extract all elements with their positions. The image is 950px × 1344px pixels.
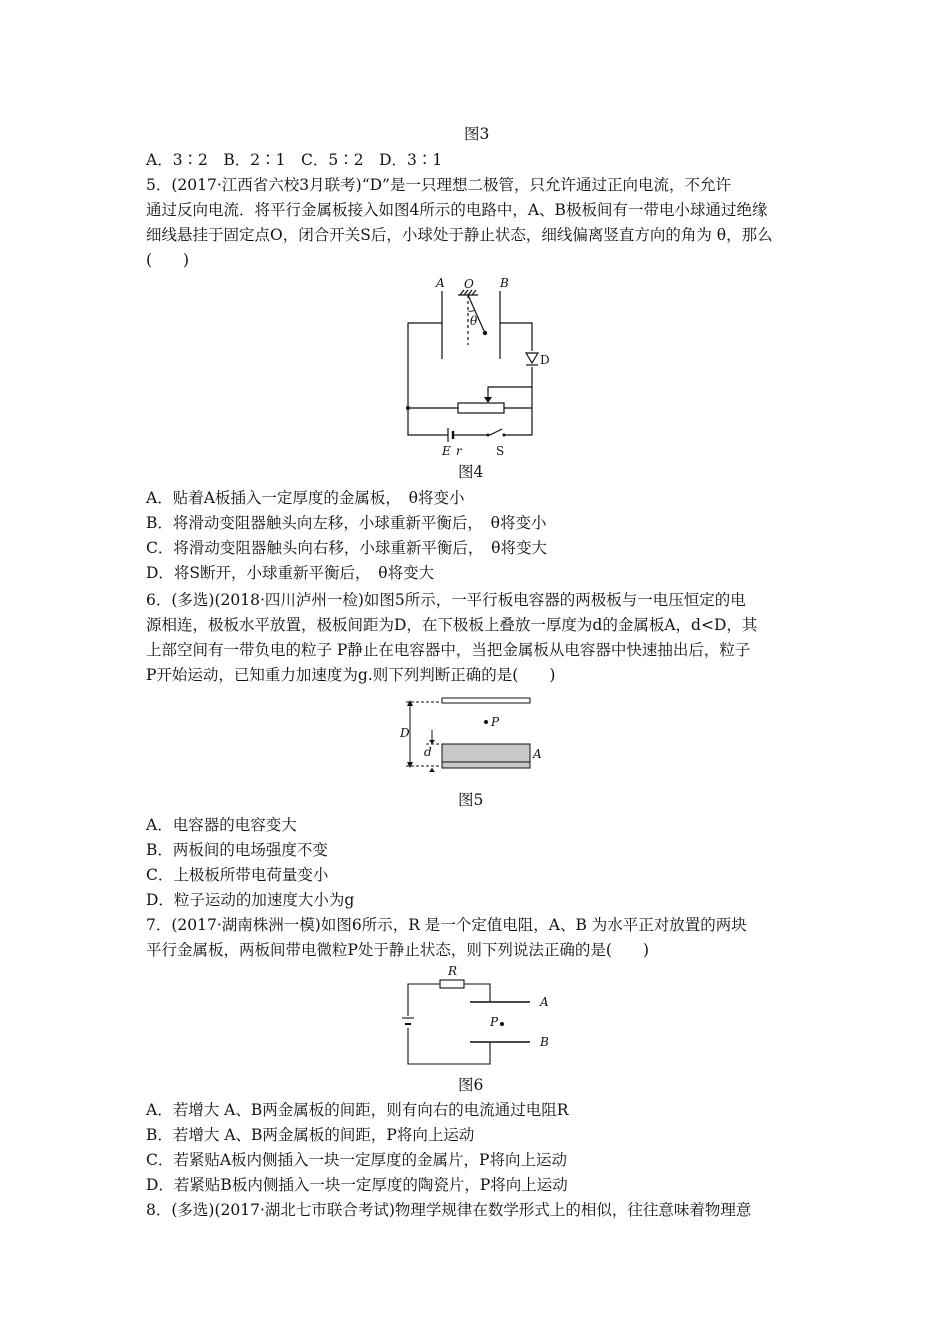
label-d: D [540, 353, 550, 367]
figure-6-circuit [400, 962, 560, 1072]
q6-option-b: B．两板间的电场强度不变 [146, 841, 328, 859]
label-r: r [456, 444, 462, 458]
q5-option-a: A．贴着A板插入一定厚度的金属板， θ将变小 [146, 489, 465, 507]
label-p: P [491, 715, 500, 729]
particle-p [500, 1022, 504, 1026]
figure-6-caption: 图6 [458, 1076, 484, 1094]
q6-option-a: A．电容器的电容变大 [146, 816, 297, 834]
q5-line-3: 细线悬挂于固定点O，闭合开关S后，小球处于静止状态，细线偏离竖直方向的角为 θ，那么 [146, 226, 773, 244]
charged-ball [483, 331, 487, 335]
q4-options: A．3∶2 B．2∶1 C．5∶2 D．3∶1 [146, 151, 443, 169]
particle-p [484, 720, 488, 724]
figure-5-caption: 图5 [458, 791, 484, 809]
label-r: R [448, 964, 458, 978]
label-a: A [533, 747, 542, 761]
q5-line-4: ( ) [146, 251, 190, 269]
q6-line-1: 6．(多选)(2018·四川泸州一检)如图5所示，一平行板电容器的两极板与一电压恒定的电 [146, 591, 746, 609]
q7-option-a: A．若增大 A、B两金属板的间距，则有向右的电流通过电阻R [146, 1101, 569, 1119]
q6-line-2: 源相连，极板水平放置，极板间距为D，在下极板上叠放一厚度为d的金属板A，d<D，其 [146, 616, 758, 634]
q5-line-1: 5．(2017·江西省六校3月联考)“D”是一只理想二极管，只允许通过正向电流，不允许 [146, 176, 731, 194]
upper-plate [442, 698, 530, 703]
q7-line-1: 7．(2017·湖南株洲一模)如图6所示，R 是一个定值电阻，A、B 为水平正对放置的两块 [146, 916, 747, 934]
q7-option-b: B．若增大 A、B两金属板的间距，P将向上运动 [146, 1126, 475, 1144]
q7-option-d: D．若紧贴B板内侧插入一块一定厚度的陶瓷片，P将向上运动 [146, 1176, 568, 1194]
label-b: B [500, 276, 509, 290]
q5-option-c: C．将滑动变阻器触头向右移，小球重新平衡后， θ将变大 [146, 539, 547, 557]
q8-line-1: 8．(多选)(2017·湖北七市联合考试)物理学规律在数学形式上的相似，往往意味着物理意 [146, 1201, 752, 1219]
figure-4-circuit [400, 275, 560, 465]
diode [526, 353, 538, 363]
label-p: P [490, 1015, 499, 1029]
label-b: B [540, 1035, 549, 1049]
switch [490, 429, 502, 435]
figure-5-capacitor [400, 692, 560, 782]
q7-option-c: C．若紧贴A板内侧插入一块一定厚度的金属片，P将向上运动 [146, 1151, 567, 1169]
q6-line-3: 上部空间有一带负电的粒子 P静止在电容器中，当把金属板从电容器中快速抽出后，粒子 [146, 641, 751, 659]
label-a: A [540, 995, 549, 1009]
q5-option-b: B．将滑动变阻器触头向左移，小球重新平衡后， θ将变小 [146, 514, 547, 532]
q6-option-d: D．粒子运动的加速度大小为g [146, 891, 355, 909]
q6-line-4: P开始运动，已知重力加速度为g.则下列判断正确的是( ) [146, 666, 556, 684]
q7-line-2: 平行金属板，两板间带电微粒P处于静止状态，则下列说法正确的是( ) [146, 941, 650, 959]
label-e: E [442, 444, 451, 458]
resistor-r [440, 980, 464, 988]
q6-option-c: C．上极板所带电荷量变小 [146, 866, 329, 884]
label-a: A [436, 276, 445, 290]
label-o: O [464, 277, 474, 291]
figure-3-caption: 图3 [464, 125, 490, 143]
figure-4-caption: 图4 [458, 463, 484, 481]
label-theta: θ [470, 314, 478, 328]
label-small-d: d [424, 745, 432, 759]
metal-plate-a [442, 744, 530, 768]
label-big-d: D [400, 726, 410, 740]
q5-line-2: 通过反向电流．将平行金属板接入如图4所示的电路中，A、B极板间有一带电小球通过绝缘 [146, 201, 768, 219]
label-s: S [496, 444, 505, 458]
q5-option-d: D．将S断开，小球重新平衡后， θ将变大 [146, 564, 435, 582]
rheostat [458, 403, 504, 413]
